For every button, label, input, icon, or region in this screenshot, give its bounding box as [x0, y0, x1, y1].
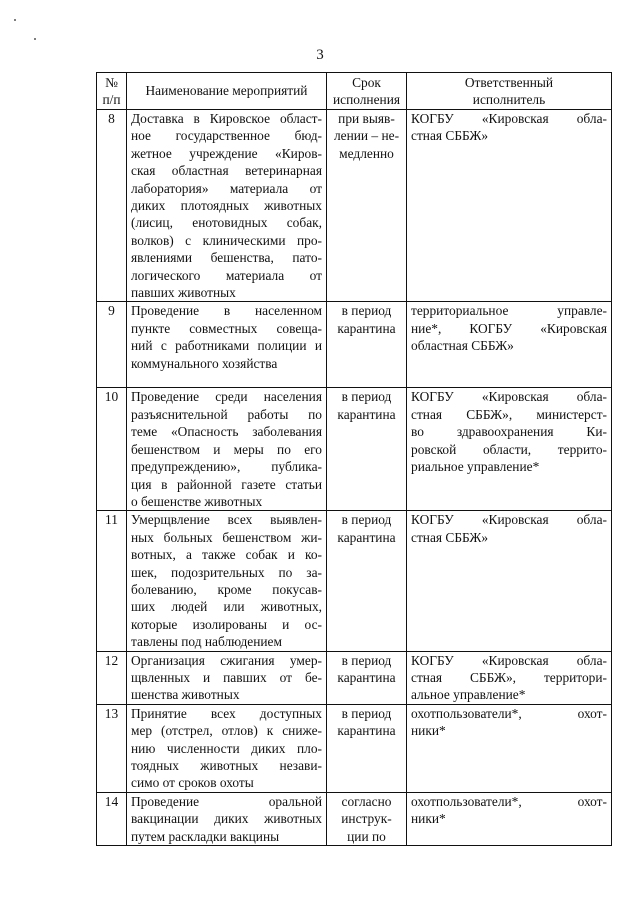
measure-term [327, 110, 407, 302]
text-line: разъяснительной работы по [131, 406, 322, 422]
text-line: карантина [337, 320, 396, 336]
text-line: карантина [337, 723, 396, 739]
table-header-row [97, 73, 612, 110]
text-line: тавлены под наблюдением [131, 634, 282, 650]
text-line: Доставка в Кировское област- [131, 111, 322, 126]
page-number: 3 [316, 47, 324, 63]
header-term: Срок исполнения [327, 73, 407, 110]
text-line: (лисиц, енотовидных собак, [131, 215, 322, 231]
text-line: Умерщвление всех выявлен- [131, 512, 322, 528]
table-row [97, 388, 612, 511]
text-line: стная СББЖ», территори- [411, 669, 607, 685]
table-row [97, 651, 612, 704]
text-line: альное управление* [411, 687, 526, 703]
text-line: ции по [347, 828, 386, 844]
measure-name [127, 792, 327, 845]
text-line: ние*, КОГБУ «Кировская [411, 320, 607, 336]
text-line: в период [341, 303, 392, 319]
measures-table [96, 72, 612, 846]
text-line: карантина [337, 406, 396, 422]
text-line: шенства животных [131, 687, 240, 703]
measure-name [127, 110, 327, 302]
text-line: симо от сроков охоты [131, 775, 254, 791]
text-line: ний с работниками полиции и [131, 338, 322, 354]
text-line: карантина [337, 529, 396, 545]
text-line: ники* [411, 811, 446, 827]
table-row [97, 792, 612, 845]
measure-responsible [407, 792, 612, 845]
text-line: лаборатория» материала от [131, 180, 322, 196]
text-line: КОГБУ «Кировская обла- [411, 389, 607, 405]
header-num: № п/п [97, 73, 127, 110]
text-line: Проведение в населенном [131, 303, 322, 319]
text-line: КОГБУ «Кировская обла- [411, 512, 607, 528]
text-line: диких плотоядных животных [131, 198, 322, 214]
text-line: явлениями бешенства, пато- [131, 250, 322, 266]
measure-name [127, 651, 327, 704]
text-line: теме «Опасность заболевания [131, 424, 322, 440]
measure-name [127, 388, 327, 511]
measure-term [327, 388, 407, 511]
text-line: ция в районной газете статьи [131, 476, 322, 492]
text-line: карантина [337, 669, 396, 685]
header-responsible: Ответственный исполнитель [407, 73, 612, 110]
text-line: в период [341, 705, 392, 721]
text-line: тоядных животных незави- [131, 758, 322, 773]
scan-speck [14, 19, 16, 21]
text-line: Проведение среди населения [131, 389, 322, 405]
text-line: щвленных и павших от бе- [131, 669, 322, 685]
text-line: ровской области, террито- [411, 441, 607, 457]
text-line: вакцинации диких животных [131, 811, 322, 827]
text-line: вотных, а также собак и ко- [131, 547, 322, 563]
measure-responsible [407, 651, 612, 704]
text-line: во здравоохранения Ки- [411, 424, 607, 440]
measure-responsible [407, 511, 612, 651]
text-line: путем раскладки вакцины [131, 828, 280, 844]
text-line: нию численности диких пло- [131, 740, 322, 756]
text-line: в период [341, 512, 392, 528]
text-line: шек, подозрительных по за- [131, 564, 322, 580]
text-line: КОГБУ «Кировская обла- [411, 111, 607, 126]
text-line: Организация сжигания умер- [131, 652, 322, 668]
measure-term [327, 792, 407, 845]
text-line: КОГБУ «Кировская обла- [411, 652, 607, 668]
text-line: волков) с клиническими про- [131, 232, 322, 248]
text-line: которые изолированы и ос- [131, 616, 322, 632]
text-line: медленно [339, 145, 394, 161]
text-line: областная СББЖ» [411, 338, 514, 354]
row-number: 8 [97, 110, 127, 302]
text-line: ное государственное бюд- [131, 128, 322, 144]
table-row [97, 511, 612, 651]
table-body [97, 110, 612, 846]
text-line: согласно [341, 793, 392, 809]
text-line: стная СББЖ» [411, 529, 489, 545]
text-line: территориальное управле- [411, 303, 607, 319]
table-row [97, 704, 612, 792]
text-line: павших животных [131, 285, 236, 301]
text-line: Проведение оральной [131, 793, 322, 809]
text-line: лении – не- [333, 128, 400, 144]
text-line: болеванию, кроме покусав- [131, 581, 322, 597]
text-line: охотпользователи*, охот- [411, 793, 607, 809]
measure-term [327, 511, 407, 651]
header-name: Наименование мероприятий [127, 73, 327, 110]
text-line: при выяв- [338, 111, 395, 126]
text-line: в период [341, 389, 392, 405]
text-line: ных больных бешенством жи- [131, 529, 322, 545]
text-line: инструк- [341, 811, 392, 827]
measure-term [327, 704, 407, 792]
measure-name [127, 302, 327, 388]
measure-responsible [407, 704, 612, 792]
row-number: 10 [97, 388, 127, 511]
measure-term [327, 302, 407, 388]
row-number: 12 [97, 651, 127, 704]
row-number: 9 [97, 302, 127, 388]
text-line: коммунального хозяйства [131, 355, 278, 371]
measure-name [127, 511, 327, 651]
measure-responsible [407, 302, 612, 388]
row-number: 13 [97, 704, 127, 792]
text-line: ники* [411, 723, 446, 739]
text-line: жетное учреждение «Киров- [131, 145, 322, 161]
text-line: охотпользователи*, охот- [411, 705, 607, 721]
text-line: ская областная ветеринарная [131, 163, 322, 179]
text-line: ших людей или животных, [131, 599, 322, 615]
text-line: пункте совместных совеща- [131, 320, 322, 336]
text-line: мер (отстрел, отлов) к сниже- [131, 723, 322, 739]
table-row [97, 110, 612, 302]
table-row [97, 302, 612, 388]
text-line: бешенством и меры по его [131, 441, 322, 457]
measure-term [327, 651, 407, 704]
row-number: 14 [97, 792, 127, 845]
row-number: 11 [97, 511, 127, 651]
text-line: риальное управление* [411, 459, 540, 475]
text-line: Принятие всех доступных [131, 705, 322, 721]
measure-responsible [407, 110, 612, 302]
text-line: предупреждению», публика- [131, 459, 322, 475]
measure-responsible [407, 388, 612, 511]
text-line: стная СББЖ» [411, 128, 489, 144]
text-line: стная СББЖ», министерст- [411, 406, 607, 422]
text-line: логического материала от [131, 267, 322, 283]
text-line: о бешенстве животных [131, 493, 263, 509]
text-line: в период [341, 652, 392, 668]
scan-speck [34, 38, 36, 40]
measure-name [127, 704, 327, 792]
